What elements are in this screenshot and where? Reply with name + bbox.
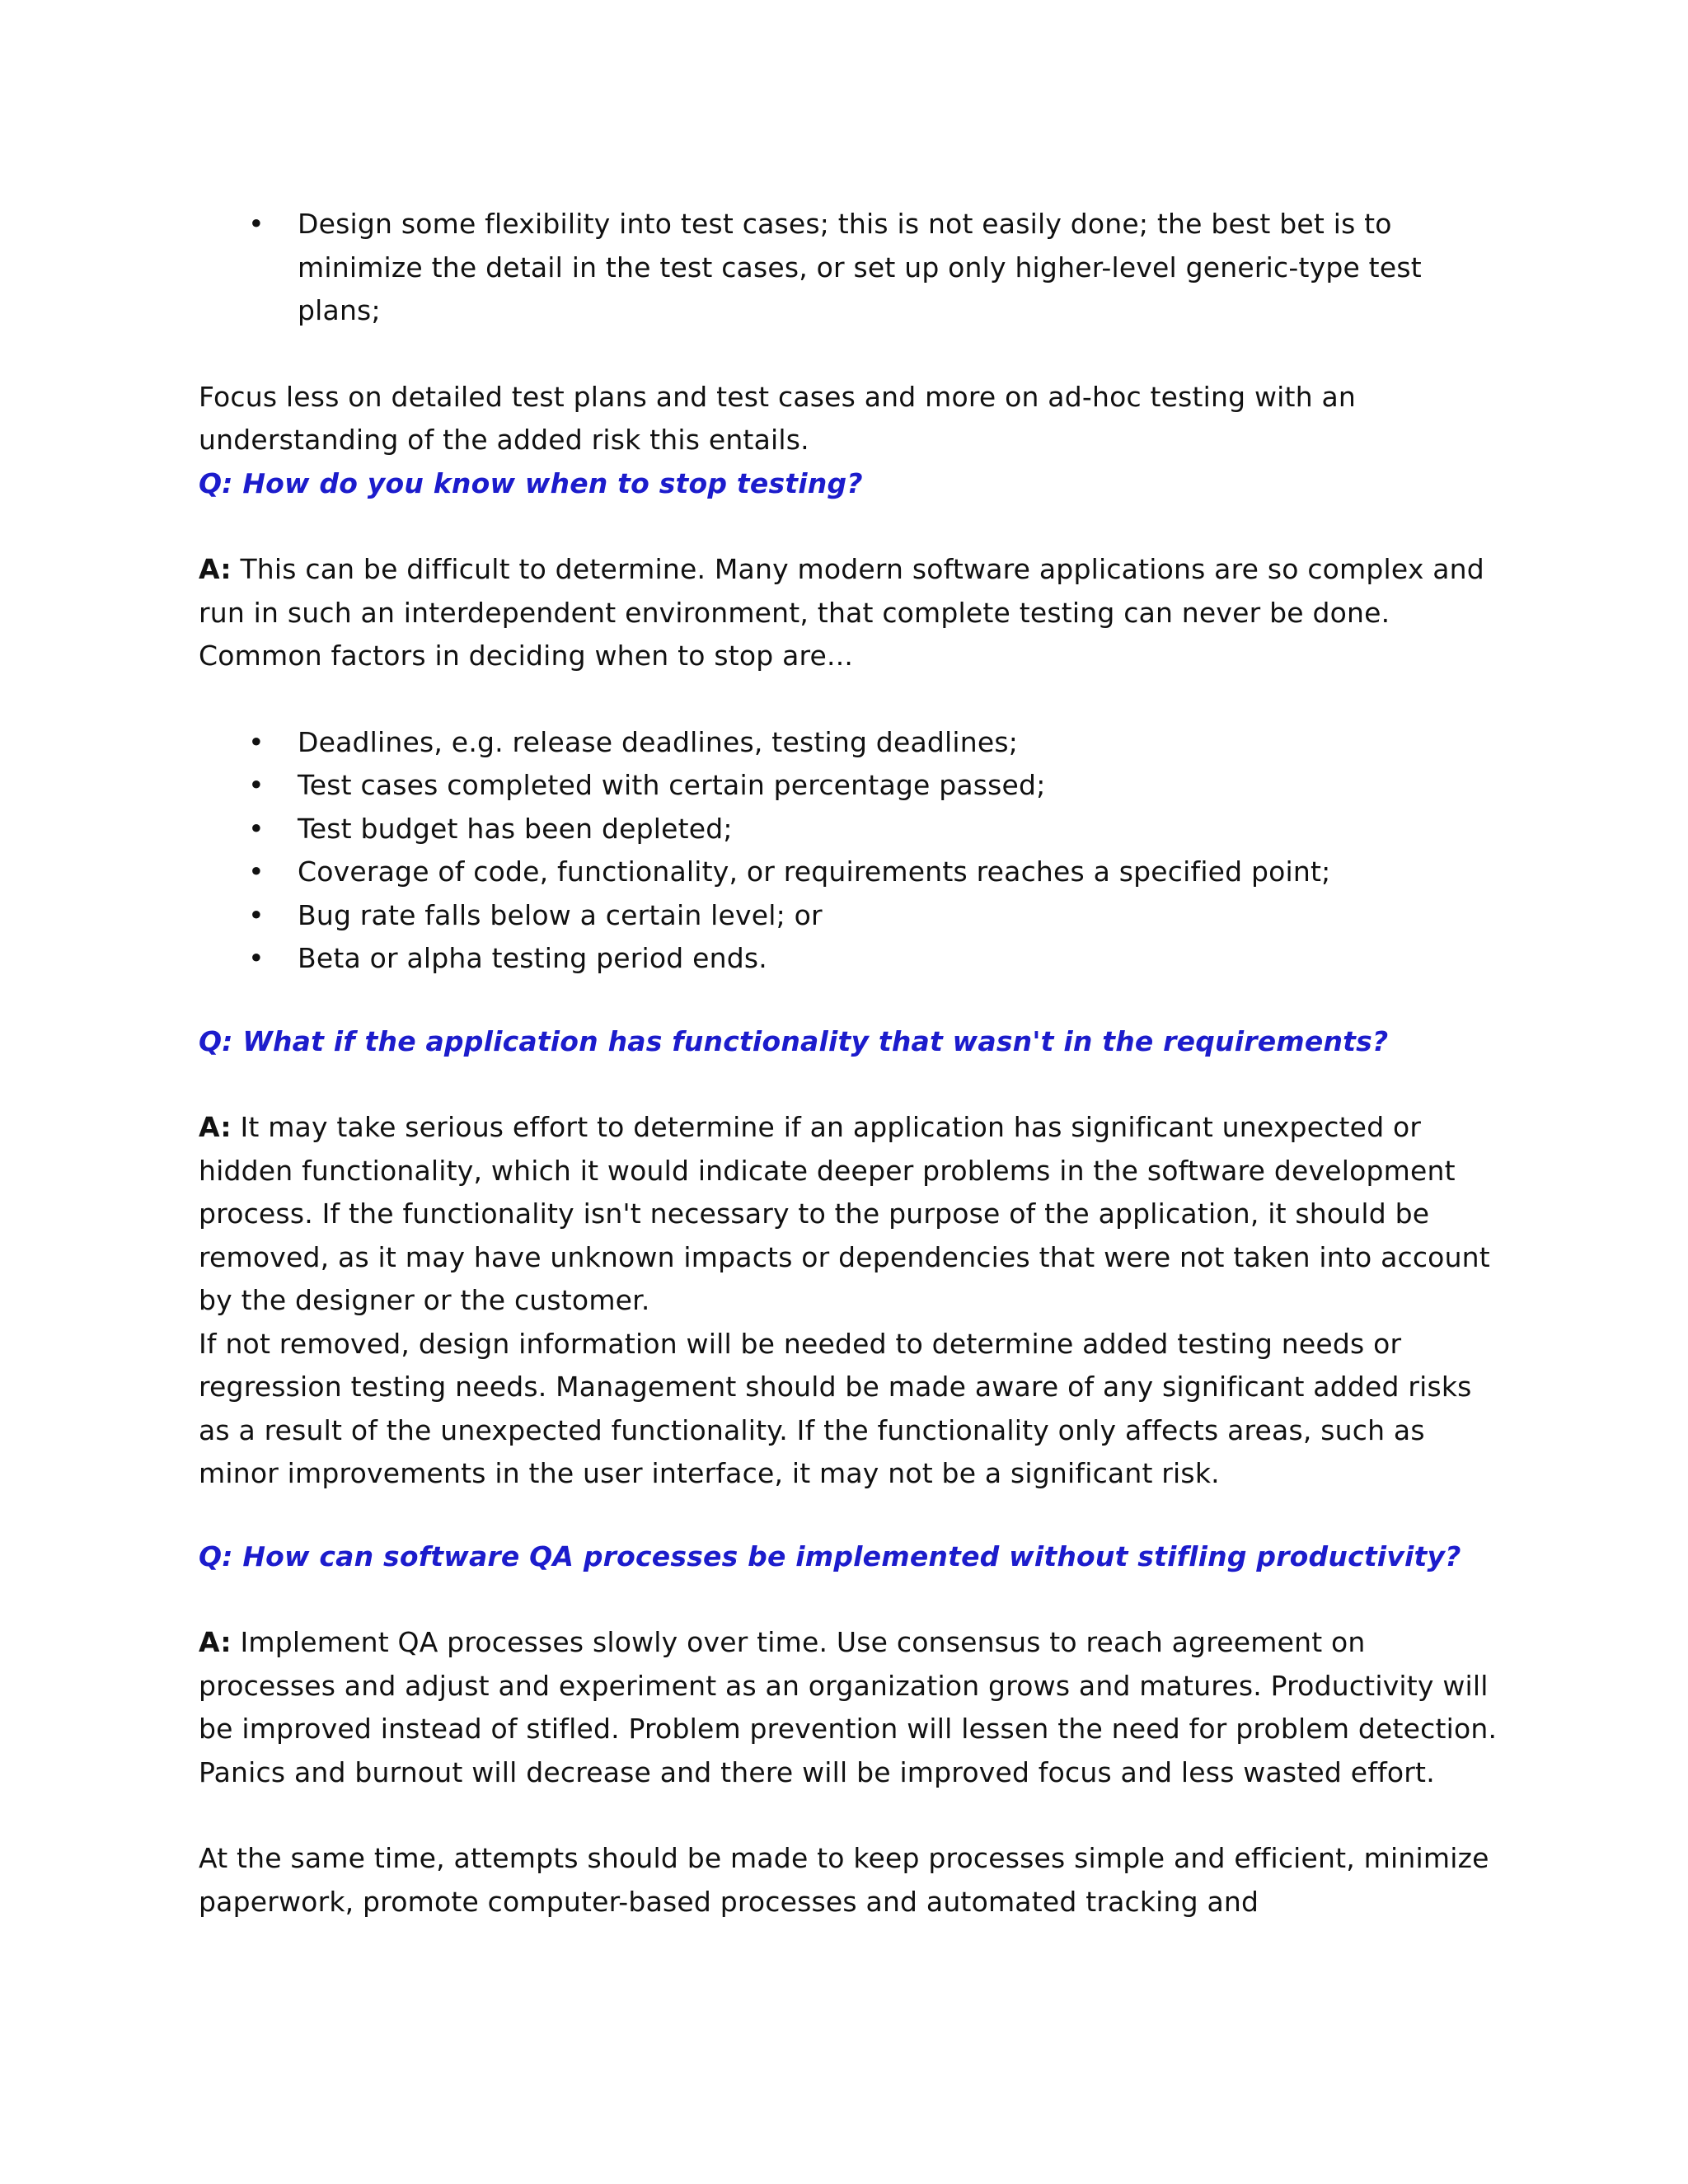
- bullet-icon: •: [248, 898, 265, 931]
- answer-text: This can be difficult to determine. Many modern software applications are so complex and run in such an interdependent environment, that complete testing can never be done. Common factors in deciding when to stop are...: [199, 553, 1484, 672]
- list-item: [199, 203, 1501, 333]
- question-stop-testing: Q: How do you know when to stop testing?: [199, 466, 863, 499]
- spacer: [199, 333, 1501, 376]
- list-item: [199, 721, 1501, 765]
- spacer: [199, 1794, 1501, 1837]
- list-item: [199, 764, 1501, 808]
- spacer: [199, 505, 1501, 548]
- followup-unexpected-functionality: If not removed, design information will be needed to determine added testing needs or regression testing needs. Management should be made aware of any significant added risks as a result of the unexpected functionality. If the functionality only affects areas, such as minor improvements in the user interface, it may not be a significant risk.: [199, 1327, 1472, 1489]
- document-page: [199, 203, 1501, 1924]
- bullet-icon: •: [248, 208, 265, 240]
- question-qa-processes: Q: How can software QA processes be implemented without stifling productivity?: [199, 1540, 1461, 1572]
- bullet-text: Bug rate falls below a certain level; or: [298, 898, 823, 931]
- bullet-text: Test budget has been depleted;: [298, 812, 733, 845]
- answer-text: Implement QA processes slowly over time. Use consensus to reach agreement on processes and adjust and experiment as an organization grows and matures. Productivity will be improved instead of stifled. Problem prevention will lessen the need for problem detection. Panics and burnout will decrease and there will be improved focus and less wasted effort.: [199, 1626, 1498, 1788]
- list-item: [199, 937, 1501, 981]
- answer-label: A:: [199, 553, 232, 585]
- spacer: [199, 1063, 1501, 1106]
- bullet-icon: •: [248, 942, 265, 974]
- followup-qa-processes: At the same time, attempts should be made to keep processes simple and efficient, minimize paperwork, promote computer-based processes and automated tracking and: [199, 1842, 1489, 1918]
- spacer: [199, 678, 1501, 721]
- bullet-icon: •: [248, 855, 265, 888]
- bullet-icon: •: [248, 725, 265, 758]
- answer-text: It may take serious effort to determine if an application has significant unexpected or hidden functionality, which it would indicate deeper problems in the software development process. If the functionality isn't necessary to the purpose of the application, it should be removed, as it may have unknown impacts or dependencies that were not taken into account by the designer or the customer.: [199, 1111, 1490, 1316]
- answer-stop-testing: [199, 548, 1501, 678]
- answer-unexpected-functionality: [199, 1106, 1501, 1323]
- flexibility-bullet-list: [199, 203, 1501, 333]
- bullet-text: Beta or alpha testing period ends.: [298, 942, 767, 974]
- spacer: [199, 1578, 1501, 1621]
- bullet-text: Deadlines, e.g. release deadlines, testing deadlines;: [298, 725, 1019, 758]
- list-item: [199, 851, 1501, 894]
- bullet-icon: •: [248, 812, 265, 845]
- answer-label: A:: [199, 1626, 232, 1658]
- spacer: [199, 981, 1501, 1020]
- spacer: [199, 1496, 1501, 1535]
- bullet-text: Design some flexibility into test cases; this is not easily done; the best bet is to minimize the detail in the test cases, or set up only higher-level generic-type test plans;: [298, 208, 1422, 326]
- bullet-text: Test cases completed with certain percentage passed;: [298, 769, 1046, 801]
- list-item: [199, 894, 1501, 938]
- bullet-icon: •: [248, 769, 265, 801]
- intro-paragraph: Focus less on detailed test plans and test cases and more on ad-hoc testing with an understanding of the added risk this entails.: [199, 380, 1357, 456]
- bullet-text: Coverage of code, functionality, or requirements reaches a specified point;: [298, 855, 1331, 888]
- question-unexpected-functionality: Q: What if the application has functionality that wasn't in the requirements?: [199, 1024, 1389, 1057]
- list-item: [199, 808, 1501, 851]
- answer-qa-processes: [199, 1621, 1501, 1794]
- stop-factors-list: [199, 721, 1501, 981]
- answer-label: A:: [199, 1111, 232, 1143]
